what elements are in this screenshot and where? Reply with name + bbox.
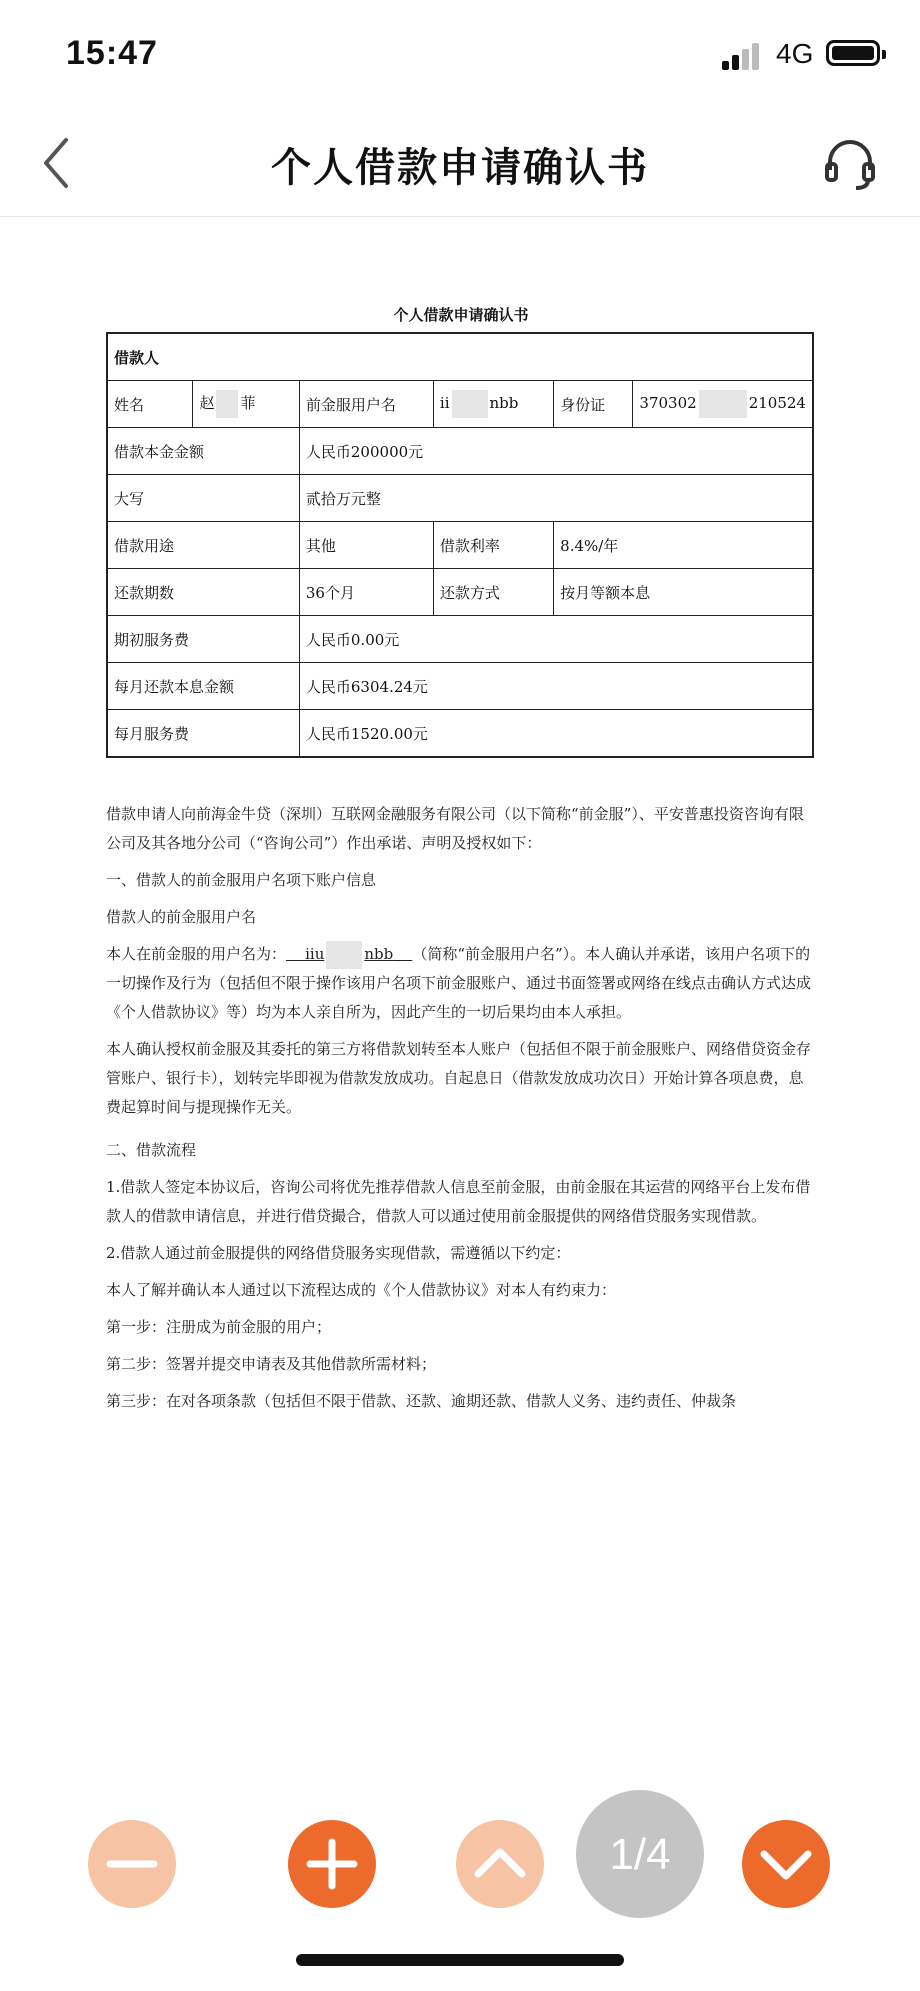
rate-label: 借款利率: [433, 522, 553, 569]
borrower-info-table: [106, 332, 814, 758]
table-row: [107, 569, 813, 616]
chevron-down-icon: [742, 1820, 830, 1908]
username-label: 前金服用户名: [299, 381, 433, 428]
document-title: 个人借款申请确认书: [393, 306, 529, 324]
initial-fee-value: 人民币0.00元: [299, 616, 813, 663]
subheading-username: 借款人的前金服用户名: [106, 908, 257, 926]
network-type: 4G: [776, 38, 814, 69]
signal-strength-icon: [722, 40, 762, 70]
capital-value: 贰拾万元整: [299, 475, 813, 522]
intro-paragraph: 借款申请人向前海金牛贷（深圳）互联网金融服务有限公司（以下简称“前金服”）、平安普惠投资咨询有限公司及其各地分公司（“咨询公司”）作出承诺、声明及授权如下：: [106, 805, 804, 852]
section-heading-1: 一、借款人的前金服用户名项下账户信息: [106, 871, 377, 889]
document-body: [106, 800, 816, 1416]
previous-page-button[interactable]: [456, 1820, 544, 1908]
capital-label: 大写: [107, 475, 299, 522]
table-row: [107, 663, 813, 710]
table-row: [107, 381, 813, 428]
table-row: [107, 616, 813, 663]
table-row: [107, 710, 813, 758]
table-row: [107, 522, 813, 569]
home-indicator[interactable]: [296, 1954, 624, 1966]
plus-icon: [288, 1820, 376, 1908]
process-paragraph-3: 本人了解并确认本人通过以下流程达成的《个人借款协议》对本人有约束力：: [106, 1281, 617, 1299]
status-time: 15:47: [66, 34, 158, 72]
monthly-fee-label: 每月服务费: [107, 710, 299, 758]
document-page: [106, 300, 816, 1424]
id-value: 370302 210524: [633, 381, 813, 428]
page-title: 个人借款申请确认书: [271, 145, 649, 191]
page-indicator: [576, 1790, 704, 1918]
monthly-payment-value: 人民币6304.24元: [299, 663, 813, 710]
table-section-header: 借款人: [107, 333, 813, 381]
purpose-label: 借款用途: [107, 522, 299, 569]
zoom-in-button[interactable]: [288, 1820, 376, 1908]
monthly-payment-label: 每月还款本息金额: [107, 663, 299, 710]
headset-icon: [822, 136, 878, 192]
zoom-out-button[interactable]: [88, 1820, 176, 1908]
process-paragraph-1: 1.借款人签定本协议后，咨询公司将优先推荐借款人信息至前金服，由前金服在其运营的网络平台上发布借款人的借款申请信息，并进行借贷撮合，借款人可以通过使用前金服提供的网络借贷服务实现借款。: [106, 1178, 811, 1225]
initial-fee-label: 期初服务费: [107, 616, 299, 663]
battery-icon: [826, 40, 880, 66]
step-1: 第一步：注册成为前金服的用户；: [106, 1318, 332, 1336]
chevron-up-icon: [456, 1820, 544, 1908]
term-label: 还款期数: [107, 569, 299, 616]
purpose-value: 其他: [299, 522, 433, 569]
table-row: [107, 428, 813, 475]
table-row: [107, 475, 813, 522]
next-page-button[interactable]: [742, 1820, 830, 1908]
table-row: [107, 333, 813, 381]
method-value: 按月等额本息: [554, 569, 813, 616]
rate-value: 8.4%/年: [554, 522, 813, 569]
nav-bar: [0, 110, 920, 217]
process-paragraph-2: 2.借款人通过前金服提供的网络借贷服务实现借款，需遵循以下约定：: [106, 1244, 571, 1262]
viewer-toolbar: [0, 1790, 920, 1940]
principal-label: 借款本金金额: [107, 428, 299, 475]
method-label: 还款方式: [433, 569, 553, 616]
step-2: 第二步：签署并提交申请表及其他借款所需材料；: [106, 1355, 437, 1373]
transfer-paragraph: 本人确认授权前金服及其委托的第三方将借款划转至本人账户（包括但不限于前金服账户、网络借贷资金存管账户、银行卡），划转完毕即视为借款发放成功。自起息日（借款发放成功次日）开始计算各项息费，息费起算时间与提现操作无关。: [106, 1040, 812, 1116]
monthly-fee-value: 人民币1520.00元: [299, 710, 813, 758]
page-indicator-text: 1/4: [609, 1830, 671, 1879]
step-3: 第三步：在对各项条款（包括但不限于借款、还款、逾期还款、借款人义务、违约责任、仲裁条: [106, 1392, 737, 1410]
minus-icon: [88, 1820, 176, 1908]
customer-service-button[interactable]: [822, 136, 878, 192]
username-value: ii nbb: [433, 381, 553, 428]
username-paragraph: 本人在前金服的用户名为： iiu nbb （简称“前金服用户名”）。本人确认并承诺，该用户名项下的一切操作及行为（包括但不限于操作该用户名项下前金服账户、通过书面签署或网络在线点击确认方式达成《个人借款协议》等）均为本人亲自所为，因此产生的一切后果均由本人承担。: [106, 940, 816, 1027]
section-heading-2: 二、借款流程: [106, 1141, 197, 1159]
name-label: 姓名: [107, 381, 193, 428]
id-label: 身份证: [554, 381, 633, 428]
name-value: 赵 菲: [193, 381, 299, 428]
status-bar: [0, 0, 920, 110]
principal-value: 人民币200000元: [299, 428, 813, 475]
term-value: 36个月: [299, 569, 433, 616]
